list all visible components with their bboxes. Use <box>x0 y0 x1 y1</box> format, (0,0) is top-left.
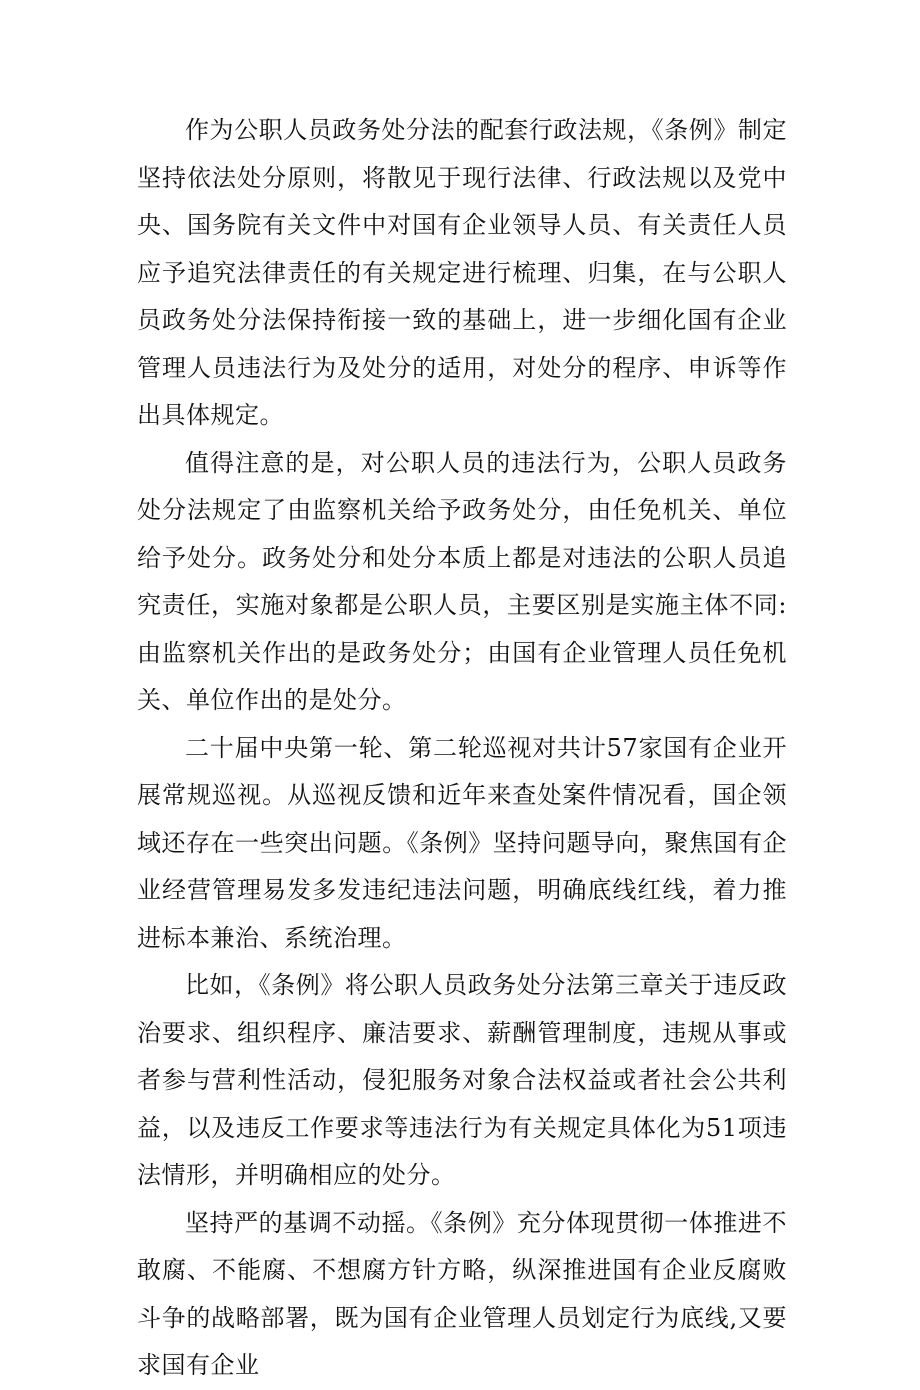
paragraph-2: 值得注意的是，对公职人员的违法行为，公职人员政务处分法规定了由监察机关给予政务处分，由任免机关、单位给予处分。政务处分和处分本质上都是对违法的公职人员追究责任，实施对象都是公职人员，主要区别是实施主体不同:由监察机关作出的是政务处分；由国有企业管理人员任免机关、单位作出的是处分。 <box>137 448 787 714</box>
document-body <box>137 107 787 1390</box>
paragraph-1: 作为公职人员政务处分法的配套行政法规，《条例》制定坚持依法处分原则，将散见于现行法律、行政法规以及党中央、国务院有关文件中对国有企业领导人员、有关责任人员应予追究法律责任的有关规定进行梳理、归集，在与公职人员政务处分法保持衔接一致的基础上，进一步细化国有企业管理人员违法行为及处分的适用，对处分的程序、申诉等作出具体规定。 <box>137 116 787 429</box>
paragraph-3: 二十届中央第一轮、第二轮巡视对共计57家国有企业开展常规巡视。从巡视反馈和近年来查处案件情况看，国企领域还存在一些突出问题。《条例》坚持问题导向，聚焦国有企业经营管理易发多发违纪违法问题，明确底线红线，着力推进标本兼治、系统治理。 <box>137 733 787 952</box>
paragraph-5: 坚持严的基调不动摇。《条例》充分体现贯彻一体推进不敢腐、不能腐、不想腐方针方略，纵深推进国有企业反腐败斗争的战略部署，既为国有企业管理人员划定行为底线,又要求国有企业 <box>137 1208 787 1379</box>
paragraph-4: 比如，《条例》将公职人员政务处分法第三章关于违反政治要求、组织程序、廉洁要求、薪酬管理制度，违规从事或者参与营利性活动，侵犯服务对象合法权益或者社会公共利益，以及违反工作要求等违法行为有关规定具体化为51项违法情形，并明确相应的处分。 <box>137 971 787 1189</box>
